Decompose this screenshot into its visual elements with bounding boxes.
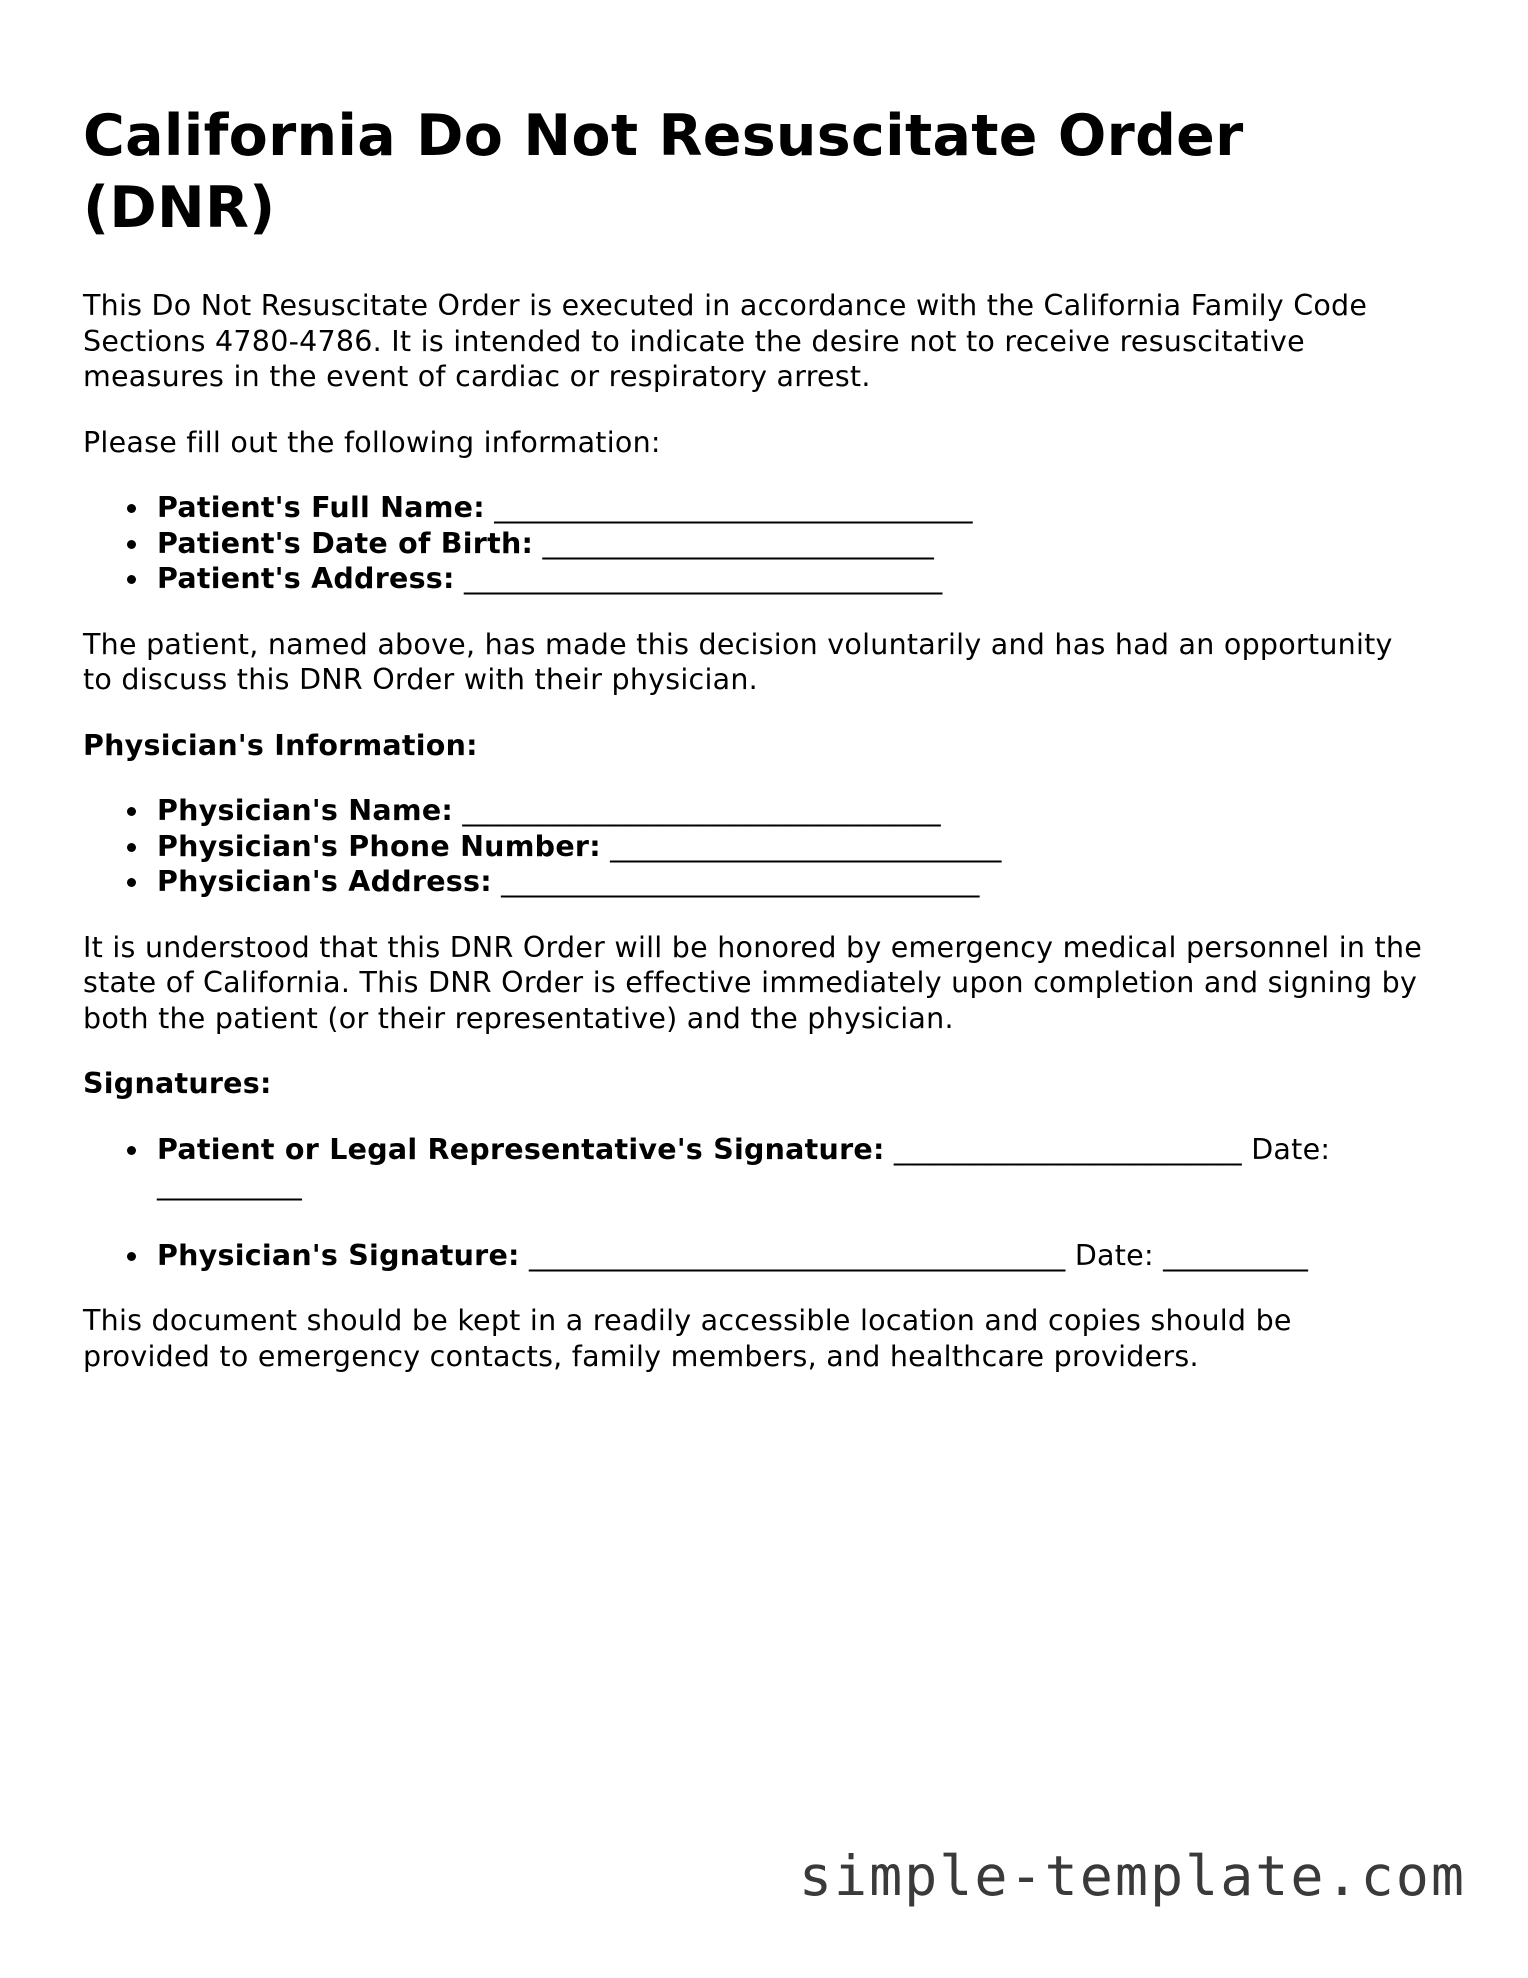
field-label: Patient's Full Name:: [157, 491, 485, 524]
field-label: Patient's Address:: [157, 562, 455, 595]
patient-name-field[interactable]: [157, 490, 1423, 526]
physician-name-field[interactable]: [157, 793, 1423, 829]
voluntary-statement: The patient, named above, has made this decision voluntarily and has had an opportunity to discuss this DNR Order with their physician.: [83, 627, 1393, 696]
intro-paragraph: This Do Not Resuscitate Order is executed in accordance with the California Family Code Sections 4780-4786. It is intended to indicate the desire not to receive resuscitative measures in the event of cardiac or respiratory arrest.: [83, 289, 1368, 393]
closing-paragraph: This document should be kept in a readily accessible location and copies should be provided to emergency contacts, family members, and healthcare providers.: [83, 1304, 1292, 1373]
instruction-text: Please fill out the following information:: [83, 425, 661, 459]
physician-heading: Physician's Information:: [83, 728, 478, 762]
field-label: Patient's Date of Birth:: [157, 526, 534, 560]
watermark: simple-template.com: [798, 1844, 1466, 1908]
understanding-paragraph: It is understood that this DNR Order will be honored by emergency medical personnel in the state of California. This DNR Order is effective immediately upon completion and signing by both the patient (or their representative) and the physician.: [83, 930, 1423, 1035]
date-label: Date:: [1074, 1238, 1154, 1272]
physician-address-field[interactable]: [157, 864, 1423, 900]
date-label: Date:: [1251, 1132, 1331, 1166]
field-label: Physician's Phone Number:: [157, 829, 601, 863]
physician-fields-list: [83, 793, 1423, 900]
signature-blank[interactable]: _____________________________________: [529, 1238, 1066, 1272]
document-page: [83, 100, 1423, 1404]
field-blank[interactable]: ___________________________: [610, 829, 1002, 863]
field-label: Physician's Name:: [157, 794, 454, 827]
field-blank[interactable]: _________________________________: [463, 562, 943, 595]
field-blank[interactable]: _________________________________: [462, 794, 941, 827]
field-label: Physician's Signature:: [157, 1238, 520, 1272]
field-blank[interactable]: ___________________________: [542, 526, 934, 560]
field-blank[interactable]: _________________________________: [501, 865, 980, 898]
patient-fields-list: [83, 490, 1423, 597]
page-title: California Do Not Resuscitate Order (DNR): [83, 103, 1244, 241]
physician-phone-field[interactable]: [157, 829, 1423, 865]
signature-fields-list: [83, 1132, 1423, 1274]
patient-signature-field[interactable]: [157, 1132, 1423, 1203]
signature-blank[interactable]: ________________________: [893, 1132, 1242, 1166]
physician-signature-field[interactable]: [157, 1238, 1423, 1274]
patient-address-field[interactable]: [157, 561, 1423, 597]
field-label: Patient or Legal Representative's Signature:: [157, 1132, 885, 1166]
date-blank[interactable]: __________: [1163, 1238, 1309, 1272]
date-blank[interactable]: __________: [157, 1168, 302, 1201]
field-blank[interactable]: _________________________________: [494, 491, 973, 524]
field-label: Physician's Address:: [157, 865, 492, 898]
signatures-heading: Signatures:: [83, 1067, 272, 1100]
patient-dob-field[interactable]: [157, 526, 1423, 562]
